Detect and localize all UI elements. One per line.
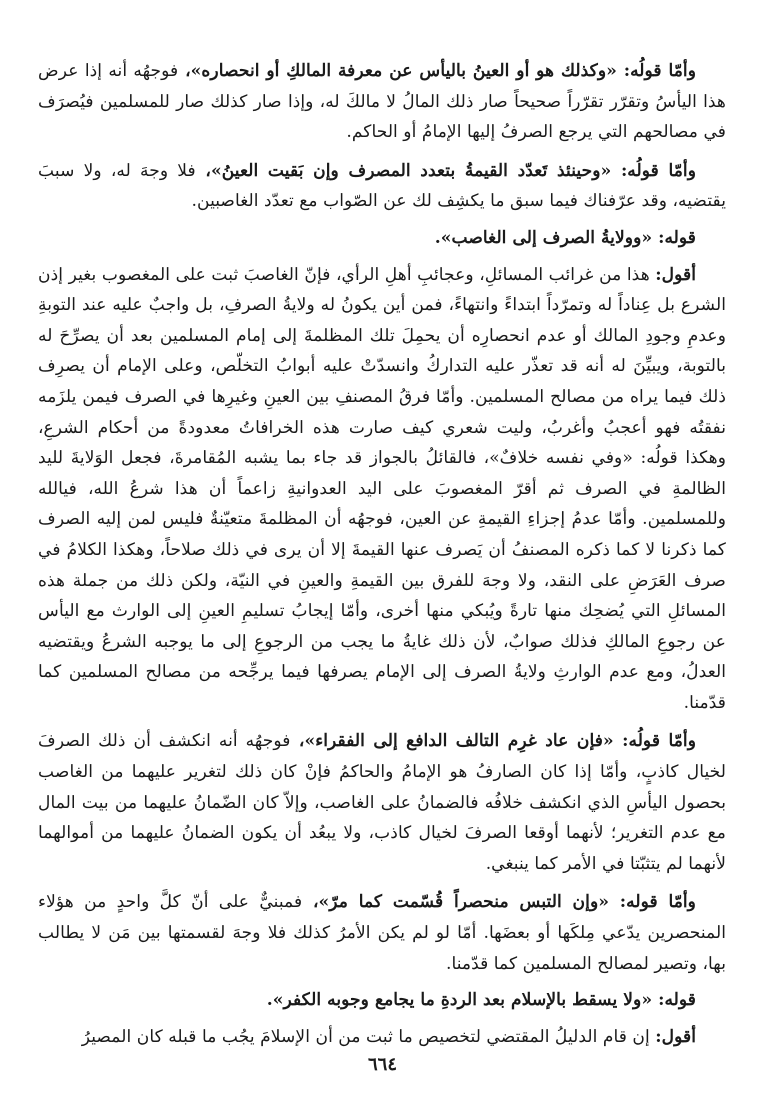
paragraph-text: فوجهُه أنه انكشف أن ذلك الصرفَ لخيال كاذبٍ، وأمّا إذا كان الصارفُ هو الإمامُ والحاكمُ فإنْ كان ذلك لتغرير عليهما من الغاصب بحصول اليأسِ الذي انكشف خلافُه فالضمانُ على الغاصب، وإلاّ كان الضّمانُ عليهما من بيت المال مع عدم التغرير؛ لأنهما أوقعا الصرفَ لخيال كاذب، ولا يبعُد أن يكون الضمانُ عليهما من أموالهما لأنهما لم يتثبّتا في الأمر كما ينبغي. (38, 731, 726, 874)
paragraph-text: فوجهُه أنه إذا عرض هذا اليأسُ وتقرّر تقرّراً صحيحاً صار ذلك المالُ لا مالكَ له، وإذا صار كذلك صار للمسلمين فيُصرَف في مصالحهم التي يرجع الصرفُ إليها الإمامُ أو الحاكم. (38, 61, 726, 143)
paragraph-label: أقول: (655, 1026, 696, 1047)
paragraph-label: وأمّا قولُه: (622, 731, 696, 752)
paragraph-label: قوله: (658, 990, 696, 1011)
paragraph-4 (38, 260, 726, 719)
paragraph-label: وأمّا قولُه: (620, 160, 697, 181)
paragraph-quote: «ولا يسقط بالإسلام بعد الردةِ ما يجامع وجوبه الكفر». (266, 990, 659, 1011)
paragraph-5 (38, 726, 726, 879)
paragraph-1 (38, 56, 726, 148)
paragraph-8 (38, 1022, 726, 1053)
paragraph-3 (38, 223, 726, 254)
paragraph-text: فلا وجهَ له، ولا سببَ يقتضيه، وقد عرّفناك فيما سبق ما يكشِف لك عن الصّواب مع تعدّد الغاصبين. (38, 160, 726, 212)
paragraph-6 (38, 887, 726, 979)
paragraph-quote: «وولايةُ الصرف إلى الغاصب». (434, 227, 659, 248)
paragraph-quote: «فإن عاد غرِم التالف الدافع إلى الفقراء»، (290, 731, 623, 752)
document-page (38, 56, 726, 1058)
paragraph-text: إن قام الدليلُ المقتضي لتخصيص ما ثبت من أن الإسلامَ يجُب ما قبله كان المصيرُ (81, 1026, 656, 1047)
paragraph-quote: «وإن التبس منحصراً قُسّمت كما مرّ»، (302, 892, 620, 913)
paragraph-7 (38, 985, 726, 1016)
paragraph-label: وأمّا قولُه: (623, 61, 696, 81)
paragraph-label: قوله: (658, 227, 696, 248)
paragraph-2 (38, 156, 726, 217)
paragraph-text: فمبنيٌّ على أنّ كلَّ واحدٍ من هؤلاء المنحصرين يدّعي مِلكَها أو بعضَها. أمّا لو لم يكن الأمرُ كذلك فلا وجهَ لقسمتها بين مَن لا يطالب بها، وتصير لمصالح المسلمين كما قدّمنا. (38, 892, 726, 974)
paragraph-quote: «وحينئذ تَعدّد القيمةُ بتعدد المصرف وإن بَقيت العينُ»، (195, 160, 621, 181)
paragraph-text: هذا من غرائب المسائلِ، وعجائبِ أهلِ الرأي، فإنّ الغاصبَ ثبت على المغصوب بغير إذن الشرع بل عِناداً له وتمرّداً ابتداءً وانتهاءً، فمن أين يكونُ له ولايةُ الصرفِ، بل واجبٌ عليه عند التوبةِ وعدمِ وجودِ المالك أو عدم انحصارِه أن يحمِلَ تلك المظلمةَ إلى إمام المسلمين بعد أن يصرِّحَ له بالتوبة، ويبيِّنَ له أنه قد تعذّر عليه التداركُ وانسدّتْ عليه أبوابُ التخلّص، وعلى الإمام أن يصرِف ذلك فيما يراه من مصالح المسلمين. وأمّا فرقُ المصنفِ بين العينِ وغيرِها في الصرف فيمن يلزَمه نفقتُه فهو أعجبُ وأغربُ، وليت شعري كيف صارت هذه الخرافاتُ معدودةً من أحكام الشرعِ، وهكذا قولُه: «وفي نفسه خلافٌ»، فالقائلُ بالجواز قد جاء بما يشبه المُقامرةَ، فجعل الوَلايةَ لليد الظالمةِ في الصرف ثم أقرّ المغصوبَ على اليد العدوانيةِ زاعماً أن هذا شرعُ الله، فيالله وللمسلمين. وأمّا عدمُ إجزاءِ القيمةِ عن العين، فوجهُه أن المظلمةَ متعيّنةٌ فليس لمن إليه الصرف كما ذكرنا لا كما ذكره المصنفُ أن يَصرف عنها القيمةَ إلا أن يرى في ذلك صلاحاً، وهكذا الكلامُ في صرف العَرَضِ على النقد، ولا وجهَ للفرق بين القيمةِ والعينِ في النيّة، ولكن ذلك من جملة هذه المسائلِ التي يُضحِك منها تارةً ويُبكي منها أخرى، وأمّا إيجابُ تسليمِ العينِ إلى الوارث مع اليأس عن رجوعِ المالكِ فذلك صوابٌ، لأن ذلك غايةُ ما يجب من الرجوعِ إلى ما يوجبه الشرعُ ويقتضيه العدلُ، ومع عدم الوارثِ ولايةُ الصرف إلى الإمام يصرفها فيما يرجِّحه من مصالح المسلمين كما قدّمنا. (38, 264, 726, 713)
paragraph-label: وأمّا قوله: (619, 892, 696, 913)
paragraph-label: أقول: (655, 264, 696, 285)
paragraph-quote: «وكذلك هو أو العينُ باليأس عن معرفة المالكِ أو انحصاره»، (178, 61, 624, 81)
page-number: ٦٦٤ (367, 1054, 397, 1075)
